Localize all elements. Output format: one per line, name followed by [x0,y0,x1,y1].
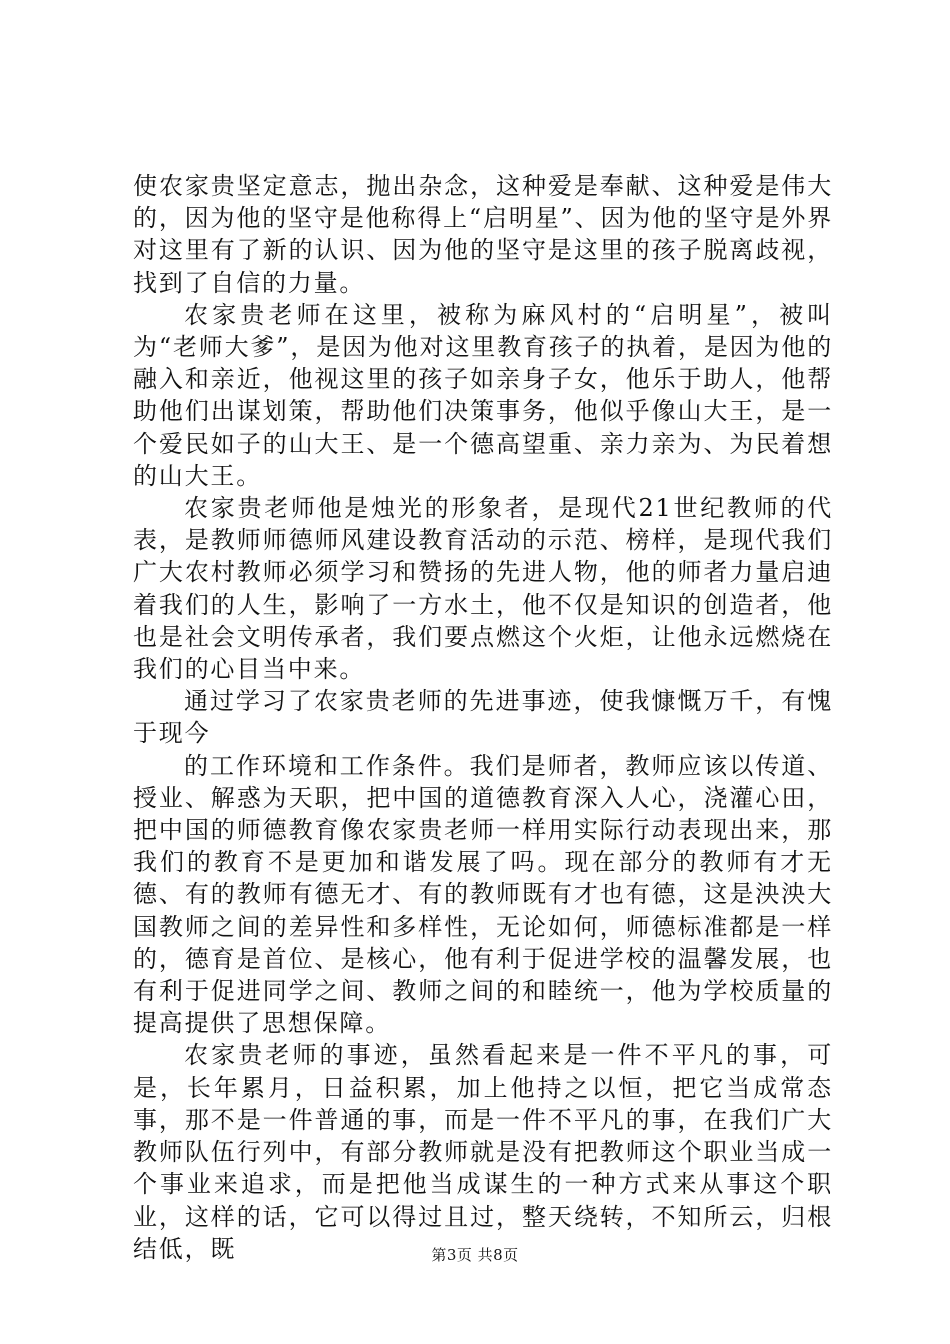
page-footer: 第3页 共8页 [431,1246,519,1264]
paragraph: 农家贵老师他是烛光的形象者，是现代21世纪教师的代表，是教师师德师风建设教育活动的示范、榜样，是现代我们广大农村教师必须学习和赞扬的先进人物，他的师者力量启迪着我们的人生，影响了一方水土，他不仅是知识的创造者，他也是社会文明传承者，我们要点燃这个火炬，让他永远燃烧在我们的心目当中来。 [133,494,833,684]
paragraph: 农家贵老师在这里，被称为麻风村的“启明星”，被叫为“老师大爹”，是因为他对这里教育孩子的执着，是因为他的融入和亲近，他视这里的孩子如亲身子女，他乐于助人，他帮助他们出谋划策，帮助他们决策事务，他似乎像山大王，是一个爱民如子的山大王、是一个德高望重、亲力亲为、为民着想的山大王。 [133,300,833,490]
paragraph: 使农家贵坚定意志，抛出杂念，这种爱是奉献、这种爱是伟大的，因为他的坚守是他称得上“启明星”、因为他的坚守是外界对这里有了新的认识、因为他的坚守是这里的孩子脱离歧视，找到了自信的力量。 [133,172,833,297]
paragraph: 农家贵老师的事迹，虽然看起来是一件不平凡的事，可是，长年累月，日益积累，加上他持之以恒，把它当成常态事，那不是一件普通的事，而是一件不平凡的事，在我们广大教师队伍行列中，有部分教师就是没有把教师这个职业当成一个事业来追求，而是把他当成谋生的一种方式来从事这个职业，这样的话，它可以得过且过，整天绕转，不知所云，归根结低，既 [133,1041,833,1263]
paragraph: 通过学习了农家贵老师的先进事迹，使我慷慨万千，有愧于现今 [133,687,833,748]
paragraph: 的工作环境和工作条件。我们是师者，教师应该以传道、授业、解惑为天职，把中国的道德教育深入人心，浇灌心田，把中国的师德教育像农家贵老师一样用实际行动表现出来，那我们的教育不是更加和谐发展了吗。现在部分的教师有才无德、有的教师有德无才、有的教师既有才也有德，这是泱泱大国教师之间的差异性和多样性，无论如何，师德标准都是一样的，德育是首位、是核心，他有利于促进学校的温馨发展，也有利于促进同学之间、教师之间的和睦统一，他为学校质量的提高提供了思想保障。 [133,751,833,1038]
body-text [133,170,833,1265]
